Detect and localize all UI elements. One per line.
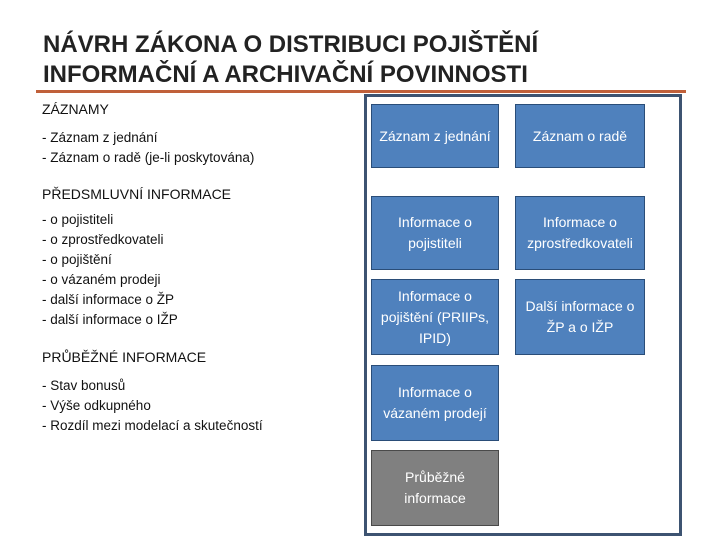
box-informace-o-zprostredkovateli: Informace o zprostředkovateli [515, 196, 645, 270]
list-item: - o zprostředkovateli [42, 232, 164, 247]
list-item: - Záznam z jednání [42, 130, 158, 145]
box-prubezne-informace: Průběžné informace [371, 450, 499, 526]
list-item: - o vázaném prodeji [42, 272, 161, 287]
list-item: - o pojistiteli [42, 212, 114, 227]
box-dalsi-informace: Další informace o ŽP a o IŽP [515, 279, 645, 355]
box-zaznam-o-rade: Záznam o radě [515, 104, 645, 168]
slide-title-line-1: NÁVRH ZÁKONA O DISTRIBUCI POJIŠTĚNÍ [43, 31, 539, 58]
box-zaznam-z-jednani: Záznam z jednání [371, 104, 499, 168]
section-list-predsmluvni [42, 210, 178, 330]
list-item: - o pojištění [42, 252, 112, 267]
section-heading-prubezne: PRŮBĚŽNÉ INFORMACE [42, 349, 207, 365]
list-item: - Stav bonusů [42, 378, 126, 393]
list-item: - Záznam o radě (je-li poskytována) [42, 150, 255, 165]
section-heading-predsmluvni: PŘEDSMLUVNÍ INFORMACE [42, 186, 232, 202]
list-item: - Rozdíl mezi modelací a skutečností [42, 418, 263, 433]
list-item: - další informace o IŽP [42, 312, 178, 327]
list-item: - Výše odkupného [42, 398, 151, 413]
box-informace-o-pojistiteli: Informace o pojistiteli [371, 196, 499, 270]
section-list-prubezne [42, 376, 263, 436]
section-heading-zaznamy: ZÁZNAMY [42, 101, 109, 117]
slide-title-line-2: INFORMAČNÍ A ARCHIVAČNÍ POVINNOSTI [43, 61, 528, 88]
list-item: - další informace o ŽP [42, 292, 175, 307]
section-list-zaznamy [42, 128, 254, 168]
box-informace-o-vazanem-prodeji: Informace o vázaném prodejí [371, 365, 499, 441]
slide-title [43, 30, 683, 90]
title-underline [36, 90, 686, 93]
box-informace-o-pojisteni: Informace o pojištění (PRIIPs, IPID) [371, 279, 499, 355]
